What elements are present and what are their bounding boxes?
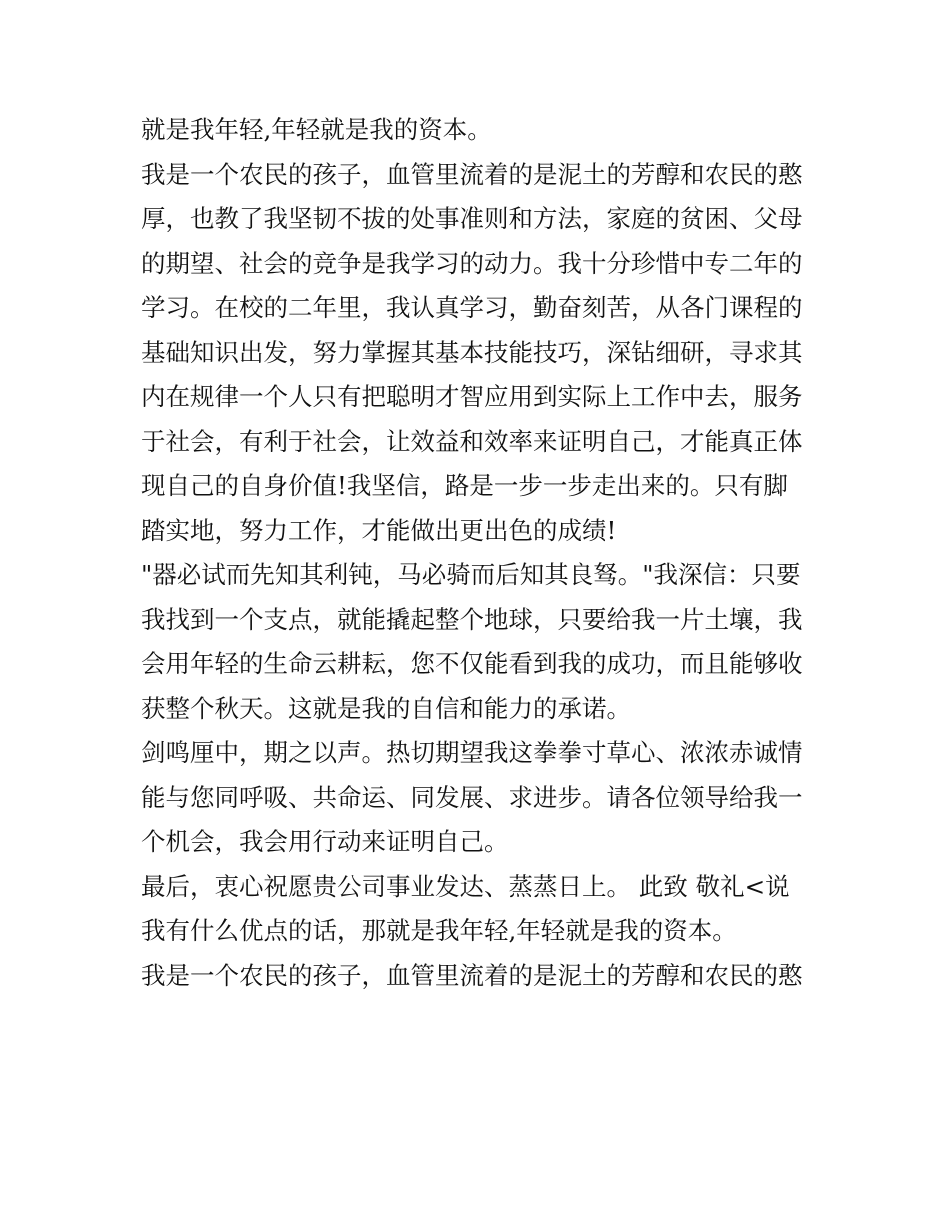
text-line: 我有什么优点的话，那就是我年轻,年轻就是我的资本。 (141, 916, 737, 945)
text-line: 我找到一个支点，就能撬起整个地球，只要给我一片土壤，我 (141, 604, 803, 634)
text-line: 个机会，我会用行动来证明自己。 (141, 827, 509, 856)
text-line: 基础知识出发，努力掌握其基本技能技巧，深钻细研，寻求其 (141, 337, 803, 367)
text-line: 能与您同呼吸、共命运、同发展、求进步。请各位领导给我一 (141, 782, 803, 812)
text-line: 的期望、社会的竞争是我学习的动力。我十分珍惜中专二年的 (141, 248, 803, 278)
text-line: 我是一个农民的孩子，血管里流着的是泥土的芳醇和农民的憨 (141, 960, 803, 990)
text-line: 踏实地，努力工作，才能做出更出色的成绩! (141, 515, 617, 545)
text-line: 会用年轻的生命云耕耘，您不仅能看到我的成功，而且能够收 (141, 649, 803, 678)
text-line: 现自己的自身价值!我坚信，路是一步一步走出来的。只有脚 (141, 471, 788, 500)
text-line: 学习。在校的二年里，我认真学习，勤奋刻苦，从各门课程的 (141, 293, 803, 322)
document-body (141, 108, 821, 998)
text-line: "器必试而先知其利钝，马必骑而后知其良驽。"我深信：只要 (141, 560, 801, 589)
text-line: 内在规律一个人只有把聪明才智应用到实际上工作中去，服务 (141, 382, 803, 411)
text-line: 剑鸣厘中，期之以声。热切期望我这拳拳寸草心、浓浓赤诚情 (141, 738, 803, 767)
text-line: 就是我年轻,年轻就是我的资本。 (141, 115, 492, 144)
text-line: 获整个秋天。这就是我的自信和能力的承诺。 (141, 693, 631, 723)
text-line: 我是一个农民的孩子，血管里流着的是泥土的芳醇和农民的憨 (141, 159, 803, 189)
text-line: 厚，也教了我坚韧不拔的处事准则和方法，家庭的贫困、父母 (141, 204, 803, 233)
text-line: 最后，衷心祝愿贵公司事业发达、蒸蒸日上。 此致 敬礼<说 (141, 871, 790, 901)
text-line: 于社会，有利于社会，让效益和效率来证明自己，才能真正体 (141, 426, 803, 456)
